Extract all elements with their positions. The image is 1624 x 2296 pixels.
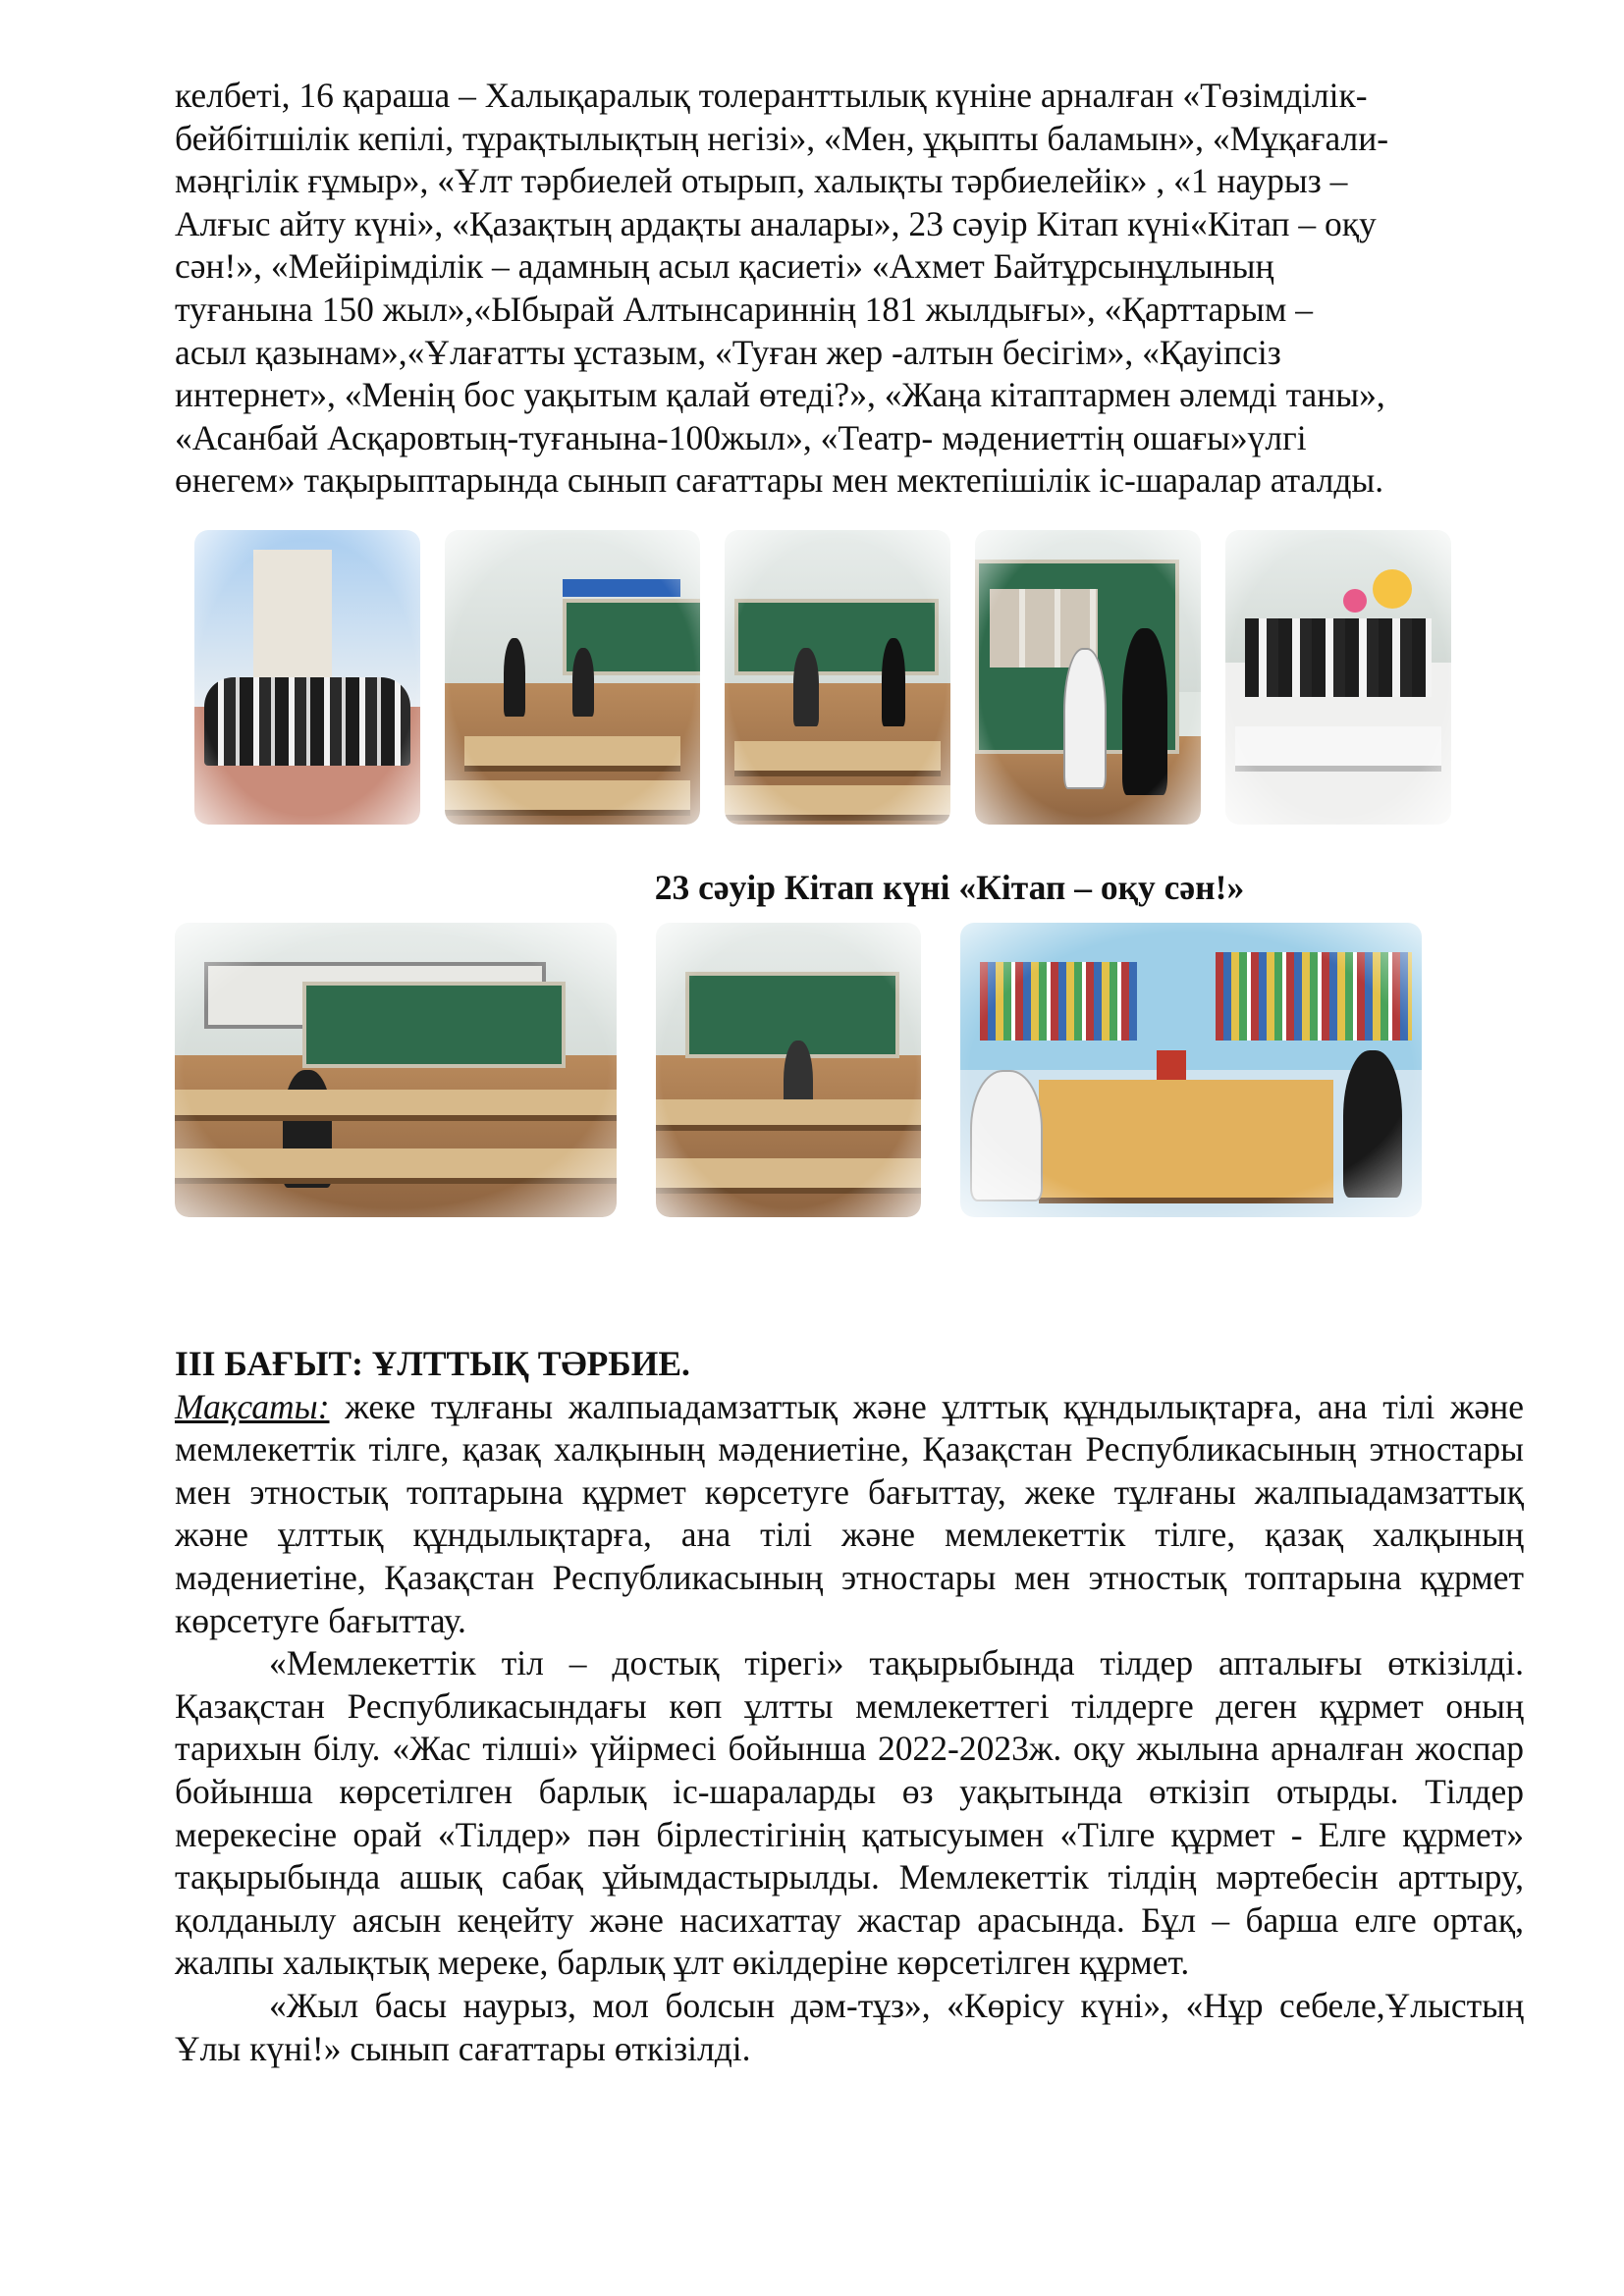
intro-line: сән!», «Мейірімділік – адамның асыл қасиеті» «Ахмет Байтұрсынұлының xyxy=(175,246,1274,287)
section-national-education xyxy=(175,1343,1524,2070)
caption-text: 23 сәуір Кітап күні «Кітап – оқу сән!» xyxy=(654,868,1245,907)
photo-row-2 xyxy=(175,923,1524,1217)
classroom-event-3 xyxy=(975,530,1201,825)
goal-label: Мақсаты: xyxy=(175,1386,330,1426)
intro-line: бейбітшілік кепілі, тұрақтылықтың негізі», «Мен, ұқыпты баламын», «Мұқағали- xyxy=(175,118,1389,158)
photo-row-1 xyxy=(175,530,1524,825)
book-day-classroom-2 xyxy=(656,923,921,1217)
classroom-event-2 xyxy=(725,530,950,825)
intro-line: «Асанбай Асқаровтың-туғанына-100жыл», «Театр- мәдениеттің ошағы»үлгі xyxy=(175,417,1307,457)
intro-line: өнегем» тақырыптарында сынып сағаттары мен мектепішілік іс-шаралар аталды. xyxy=(175,460,1384,501)
intro-line: келбеті, 16 қараша – Халықаралық толеранттылық күніне арналған «Төзімділік- xyxy=(175,76,1368,115)
book-day-library xyxy=(960,923,1422,1217)
intro-line: Алғыс айту күні», «Қазақтың ардақты аналары», 23 сәуір Кітап күні«Кітап – оқу xyxy=(175,203,1377,243)
intro-text-block xyxy=(175,75,1524,503)
book-day-classroom-1 xyxy=(175,923,617,1217)
intro-line: туғанына 150 жыл»,«Ыбырай Алтынсариннің 181 жылдығы», «Қарттарым – xyxy=(175,289,1314,329)
intro-line: асыл қазынам»,«Ұлағатты ұстазым, «Туған жер -алтын бесігім», «Қауіпсіз xyxy=(175,332,1281,372)
paragraph-nauryz: «Жыл басы наурыз, мол болсын дәм-тұз», «Көрісу күні», «Нұр себеле,Ұлыстың Ұлы күні!» сынып сағаттары өткізілді. xyxy=(175,1985,1524,2068)
group-photo-monument xyxy=(194,530,420,825)
classroom-event-1 xyxy=(445,530,700,825)
intro-paragraph xyxy=(175,75,1524,503)
goal-text: жеке тұлғаны жалпыадамзаттық және ұлттық құндылықтарға, ана тілі және мемлекеттік тілге, қазақ халқының мәдениетіне, Қазақстан Республикасының этностары мен этностық топтарына құрмет көрсетуге бағыттау, жеке тұлғаны жалпыадамзаттық және ұлттық құндылықтарға, ана тілі және мемлекеттік тілге, қазақ халқының мәдениетіне, Қазақстан Республикасының этностары мен этностық топтарына құрмет көрсетуге бағыттау. xyxy=(175,1386,1524,1640)
goal-paragraph xyxy=(175,1386,1524,1643)
paragraph-languages-week: «Мемлекеттік тіл – достық тірегі» тақырыбында тілдер апталығы өткізілді. Қазақстан Республикасындағы көп ұлтты мемлекеттегі тілдерге деген құрмет оның тарихын білу. «Жас тілші» үйірмесі бойынша 2022-2023ж. оқу жылына арналған жоспар бойынша көрсетілген барлық іс-шараларды өз уақытында өткізіп отырды. Тілдер мерекесіне орай «Тілдер» пән бірлестігінің қатысуымен «Тілге құрмет - Елге құрмет» тақырыбында ашық сабақ ұйымдастырылды. Мемлекеттік тілдің мәртебесін арттыру, қолданылу аясын кеңейту және насихаттау жастар арасында. Бұл – барша елге ортақ, жалпы халықтық мереке, барлық ұлт өкілдеріне көрсетілген құрмет. xyxy=(175,1643,1524,1983)
photo-caption xyxy=(0,866,1624,909)
section-heading: ІІІ БАҒЫТ: ҰЛТТЫҚ ТӘРБИЕ. xyxy=(175,1344,690,1383)
classroom-event-4 xyxy=(1225,530,1451,825)
intro-line: мәңгілік ғұмыр», «Ұлт тәрбиелей отырып, халықты тәрбиелейік» , «1 наурыз – xyxy=(175,161,1348,201)
intro-line: интернет», «Менің бос уақытым қалай өтеді?», «Жаңа кітаптармен әлемді таны», xyxy=(175,375,1385,415)
